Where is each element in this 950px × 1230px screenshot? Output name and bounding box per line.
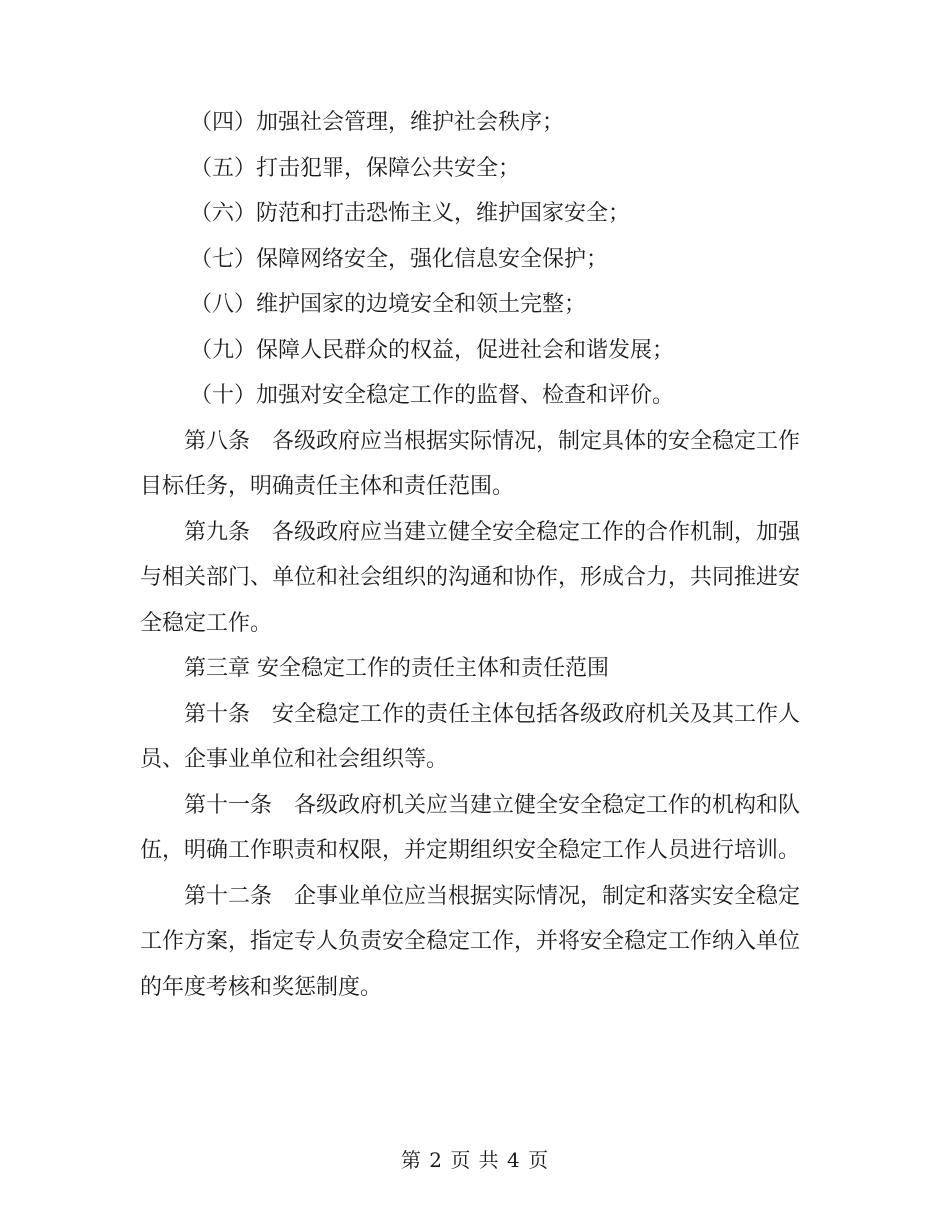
list-item-4: （四）加强社会管理，维护社会秩序； [190, 110, 565, 135]
list-item-7: （七）保障网络安全，强化信息安全保护； [190, 246, 609, 272]
article-8: 第八条 各级政府应当根据实际情况，制定具体的安全稳定工作目标任务，明确责任主体和责任范围。 [140, 428, 801, 499]
document-body [140, 100, 800, 1010]
article-10: 第十条 安全稳定工作的责任主体包括各级政府机关及其工作人员、企事业单位和社会组织等。 [140, 701, 801, 772]
list-item-5: （五）打击犯罪，保障公共安全； [190, 155, 521, 181]
article-9: 第九条 各级政府应当建立健全安全稳定工作的合作机制，加强与相关部门、单位和社会组织的沟通和协作，形成合力，共同推进安全稳定工作。 [140, 519, 801, 636]
page-number-footer: 第 2 页 共 4 页 [400, 1148, 550, 1172]
list-item-9: （九）保障人民群众的权益，促进社会和谐发展； [190, 337, 675, 363]
list-item-6: （六）防范和打击恐怖主义，维护国家安全； [190, 201, 631, 226]
chapter-3-heading: 第三章 安全稳定工作的责任主体和责任范围 [184, 656, 609, 681]
article-12: 第十二条 企事业单位应当根据实际情况，制定和落实安全稳定工作方案，指定专人负责安全稳定工作，并将安全稳定工作纳入单位的年度考核和奖惩制度。 [140, 883, 801, 1000]
article-11: 第十一条 各级政府机关应当建立健全安全稳定工作的机构和队伍，明确工作职责和权限，并定期组织安全稳定工作人员进行培训。 [140, 792, 801, 863]
list-item-8: （八）维护国家的边境安全和领土完整； [190, 292, 587, 317]
list-item-10: （十）加强对安全稳定工作的监督、检查和评价。 [190, 383, 675, 408]
